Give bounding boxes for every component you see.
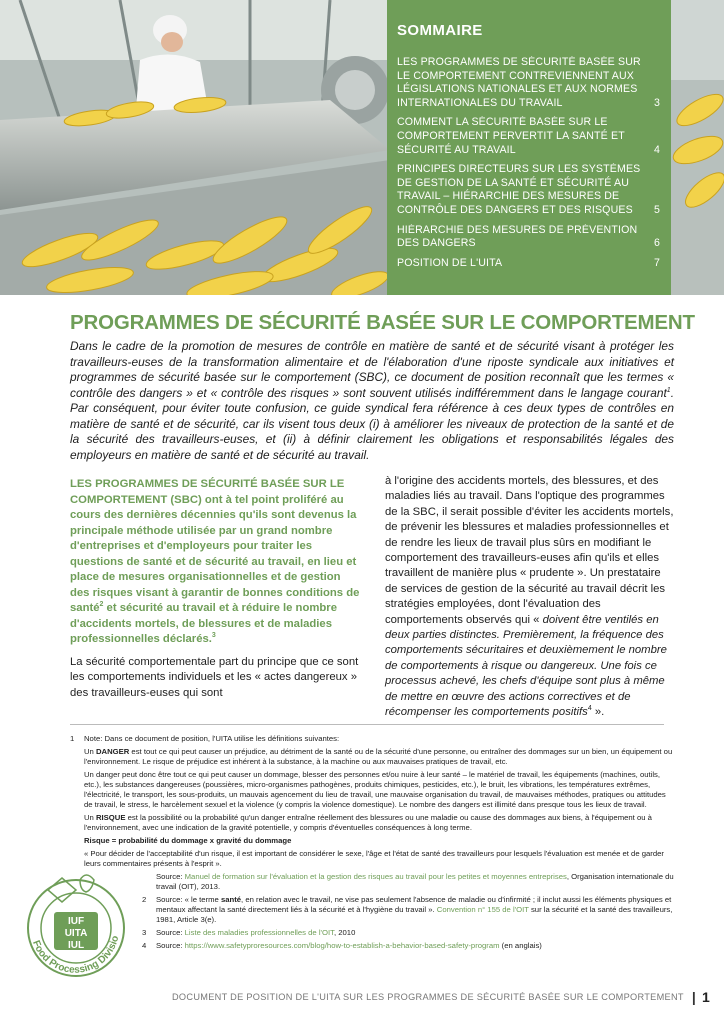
definition-danger — [84, 747, 674, 767]
logo-iul: IUL — [67, 940, 85, 951]
source-text: , Organisation internationale du travail (OIT), 2013. — [156, 872, 674, 891]
definition-text: Un — [84, 747, 96, 756]
footnote-text — [156, 941, 674, 951]
footnote-text — [156, 895, 674, 925]
footer-separator: | — [691, 989, 697, 1005]
body-paragraph: La sécurité comportementale part du principe que ce sont les comportements individuels et les « actes dangereux » des travailleurs-euses qui sont — [70, 655, 359, 699]
logo-iuf: IUF — [67, 916, 85, 927]
iuf-food-processing-logo — [18, 860, 130, 990]
footnote-part: (en anglais) — [499, 941, 542, 950]
footnote-part: Source: « le terme — [156, 895, 221, 904]
body-text: ». — [591, 706, 605, 719]
intro-text: . Par conséquent, pour éviter toute confusion, ce guide syndical fera référence à ces deux types de contrôles en matière de santé et de sécurité, car ils visent tous deux (i) à améliorer les niveaux de protection de la santé et de la sécurité des travailleurs-euses, et (ii) à définir clairement les obligations et responsabilités légales des employeurs en matière de santé et de sécurité au travail. — [70, 385, 674, 462]
toc-item-label: PRINCIPES DIRECTEURS SUR LES SYSTÈMES DE GESTION DE LA SANTÉ ET SÉCURITÉ AU TRAVAIL – HIÉRARCHIE DES MESURES DE CONTRÔLE DES DANGERS ET DES RISQUES — [397, 163, 641, 216]
footnote — [142, 941, 674, 951]
logo-uita: UITA — [64, 928, 88, 939]
risk-formula: Risque = probabilité du dommage x gravité du dommage — [84, 836, 292, 845]
page-footer — [172, 989, 711, 1005]
toc-item[interactable] — [397, 163, 660, 217]
table-of-contents — [387, 0, 671, 295]
toc-item-label: HIÉRARCHIE DES MESURES DE PRÉVENTION DES DANGERS — [397, 223, 638, 250]
footnote-ref[interactable]: 4 — [587, 705, 592, 713]
source-link[interactable]: Convention n° 155 de l'OIT — [436, 905, 529, 914]
source-link[interactable]: Manuel de formation sur l'évaluation et la gestion des risques au travail pour les petites et moyennes entreprises — [184, 872, 567, 881]
term-risque: RISQUE — [95, 813, 126, 822]
toc-item[interactable] — [397, 224, 660, 251]
page-number: 1 — [702, 989, 711, 1005]
lead-paragraph — [70, 477, 362, 648]
column-left — [70, 477, 362, 701]
toc-item-label: LES PROGRAMMES DE SÉCURITÉ BASÉE SUR LE COMPORTEMENT CONTREVIENNENT AUX LÉGISLATIONS NATIONALES ET AUX NORMES INTERNATIONALES DU TRAVAIL — [397, 56, 641, 109]
source-link[interactable]: Liste des maladies professionnelles de l'OIT — [184, 928, 334, 937]
footnote-ref[interactable]: 1 — [666, 386, 671, 394]
toc-item-page: 5 — [653, 203, 660, 216]
risk-quote: « Pour décider de l'acceptabilité d'un risque, il est important de considérer le sexe, l'âge et l'état de santé des travailleurs pour lesquels l'évaluation est menée et de garder leurs commentaires présents à l'esprit ». — [84, 849, 664, 868]
body-text: à l'origine des accidents mortels, des blessures, et des maladies liés au travail. Dans l'optique des programmes de la SBC, il serait possible d'éviter les accidents mortels, de prévenir les blessures et maladies professionnelles et de rendre les lieux de travail plus sûrs en modifiant le comportement des travailleurs-euses afin qu'ils et elles travaillent de manière plus « prudente ». Un prestataire de services de gestion de la sécurité au travail décrit les stratégies employées, dont l'évaluation des comportements observés qui « — [385, 475, 674, 626]
term-danger: DANGER — [95, 747, 130, 756]
definition-text: est tout ce qui peut causer un préjudice, au détriment de la santé ou de la sécurité d'une personne, ou entraîner des dommages sur un bien, un équipement ou l'environnement. Le risque de préjudice est inhérent à la substance, à la machine ou aux mauvaises pratiques de travail, etc. — [84, 747, 673, 766]
term-sante: santé — [220, 895, 242, 904]
footnote-number: 2 — [142, 895, 147, 904]
toc-title: SOMMAIRE — [397, 22, 483, 39]
footnote-part: Source: — [156, 928, 185, 937]
footnote-part: , en relation avec le travail, ne vise pas seulement l'absence de maladie ou d'infirmité ; il inclut aussi les éléments physiques et mentaux affectant la santé directement liés à la sécurité et à l'hygiène du travail ». — [156, 895, 672, 914]
source-link[interactable]: https://www.safetyproresources.com/blog/how-to-establish-a-behavior-based-safety-program — [184, 941, 500, 950]
footnote-ref[interactable]: 3 — [211, 632, 216, 640]
toc-item-page: 3 — [653, 96, 660, 109]
logo-graphic — [18, 860, 130, 990]
toc-item-label: POSITION DE L'UITA — [397, 256, 503, 269]
toc-item[interactable] — [397, 116, 660, 157]
toc-item-page: 7 — [653, 256, 660, 269]
footer-text: DOCUMENT DE POSITION DE L'UITA SUR LES PROGRAMMES DE SÉCURITÉ BASÉE SUR LE COMPORTEMENT — [172, 992, 684, 1002]
danger-examples: Un danger peut donc être tout ce qui peut causer un dommage, blesser des personnes et/ou nuire à leur santé – le matériel de travail, les équipements (machines, outils, etc.), les substances dangereuses (poussières, micro-organismes pathogènes, produits chimiques, pesticides, etc.), le bruit, les vibrations, les températures extrêmes, l'électricité, le transport, les sous-produits, un mauvais agencement du lieu de travail, une mauvaise organisation du travail, de mauvaises méthodes, pratiques ou attitudes de travail, le stress, le harcèlement sexuel et la violence (y compris la violence domestique). Le nombre des dangers est illimité dans presque tous les lieux de travail. — [84, 770, 666, 809]
page-title: PROGRAMMES DE SÉCURITÉ BASÉE SUR LE COMPORTEMENT — [70, 311, 695, 334]
footnote — [142, 895, 674, 925]
body-paragraph — [385, 474, 674, 721]
definition-text: est la possibilité ou la probabilité qu'un danger entraîne réellement des blessures ou une maladie ou cause des dommages aux biens, à l'équipement ou à l'environnement, avec une indication de la gravité potentielle, y compris d'éventuelles conséquences à long terme. — [84, 813, 652, 832]
footnote-part: Source: — [156, 941, 185, 950]
footnotes — [67, 734, 674, 954]
footnote-number: 1 — [70, 734, 75, 743]
intro-text: Dans le cadre de la promotion de mesures de contrôle en matière de santé et de sécurité visant à protéger les travailleurs-euses de la transformation alimentaire et de l'élaboration d'une riposte syndicale aux initiatives et programmes de sécurité basée sur le comportement (SBC), ce document de position reconnaît que les termes « contrôle des dangers » et « contrôle des risques » sont souvent utilisés indifféremment dans le langage courant — [70, 339, 674, 400]
source-label: Source: — [156, 872, 185, 881]
footnote-text — [156, 928, 674, 938]
footnote — [142, 928, 674, 938]
intro-paragraph — [70, 339, 674, 463]
footnote-number: 4 — [142, 941, 147, 950]
footnote — [70, 734, 674, 744]
column-right — [385, 474, 674, 721]
toc-item-page: 6 — [653, 237, 660, 250]
quote-text: doivent être ventilés en deux parties distinctes. Premièrement, la fréquence des comportements sécuritaires et deuxièmement le nombre de comportements à risque ou dangereux. Une fois ce processus achevé, les chefs d'équipe sont plus à même de mettre en œuvre des actions correctives et de récompenser les comportements positifs — [385, 613, 667, 719]
lead-text: LES PROGRAMMES DE SÉCURITÉ BASÉE SUR LE COMPORTEMENT (SBC) ont à tel point proliféré au cours des dernières décennies qu'ils sont devenus la principale méthode utilisée par un grand nombre d'entreprises et d'employeurs pour traiter les questions de santé et de sécurité au travail, en lieu et place de mesures organisationnelles et de gestion des risques visant à garantir de bonnes conditions de santé — [70, 478, 360, 614]
footnote-text: Note: Dans ce document de position, l'UITA utilise les définitions suivantes: — [84, 734, 340, 743]
definition-text: Un — [84, 813, 96, 822]
footnote-part: , 2010 — [333, 928, 356, 937]
footnote-part: sur la sécurité et la santé des travailleurs, 1981, Article 3(e). — [156, 905, 673, 924]
toc-item[interactable] — [397, 257, 660, 271]
logo-ring-text-path: Food Processing Divisio — [30, 934, 122, 976]
footnote-divider — [70, 724, 664, 725]
footnote-number: 3 — [142, 928, 147, 937]
footnote-source — [156, 872, 674, 892]
toc-item-label: COMMENT LA SÉCURITÉ BASÉE SUR LE COMPORTEMENT PERVERTIT LA SANTÉ ET SÉCURITÉ AU TRAVAIL — [397, 116, 625, 156]
toc-item-page: 4 — [653, 143, 660, 156]
toc-item[interactable] — [397, 56, 660, 110]
lead-text: et sécurité au travail et à réduire le nombre d'accidents mortels, de blessures et de maladies professionnelles déclarés. — [70, 602, 337, 645]
definition-risque — [84, 813, 674, 833]
footnote-ref[interactable]: 2 — [99, 601, 104, 609]
